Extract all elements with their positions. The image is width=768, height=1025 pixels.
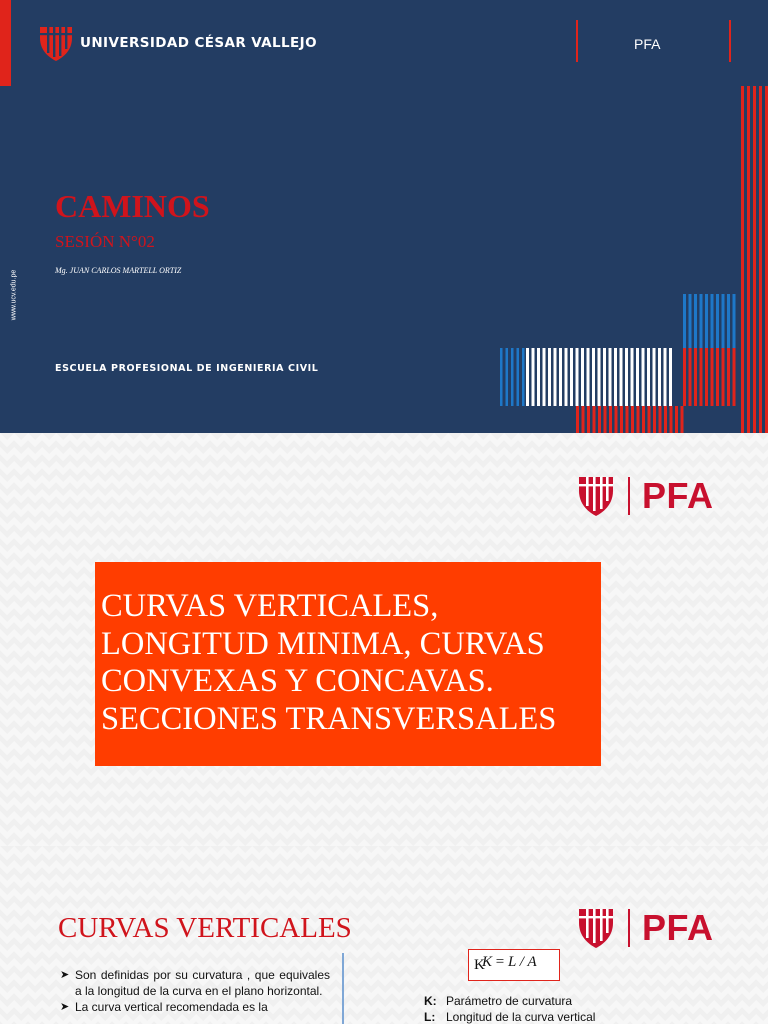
topic-line: CURVAS VERTICALES,: [101, 588, 439, 624]
stripe: [517, 348, 520, 406]
stripe: [620, 406, 623, 433]
section-title: CURVAS VERTICALES: [58, 912, 352, 944]
stripe: [511, 348, 514, 406]
stripe: [593, 406, 596, 433]
stripe: [620, 348, 623, 406]
stripe: [727, 348, 730, 406]
stripe: [733, 294, 736, 348]
stripe: [741, 86, 744, 433]
pfa-logo-text: PFA: [642, 907, 714, 948]
definitions-list: [424, 993, 595, 1025]
course-title: CAMINOS: [55, 188, 210, 224]
column-divider: [342, 953, 344, 1024]
stripe: [716, 294, 719, 348]
stripe: [598, 348, 601, 406]
stripe: [722, 348, 725, 406]
stripe: [747, 86, 750, 433]
header-tag: PFA: [634, 36, 661, 52]
formula-box: [468, 949, 560, 981]
stripe: [559, 348, 562, 406]
stripe: [576, 348, 579, 406]
stripe: [733, 348, 736, 406]
stripe: [614, 348, 617, 406]
session-label: SESIÓN N°02: [55, 232, 155, 251]
stripe: [592, 348, 595, 406]
stripe: [522, 348, 525, 406]
stripe: [689, 348, 692, 406]
stripe: [711, 294, 714, 348]
pfa-logo-text: PFA: [642, 475, 714, 516]
stripe: [537, 348, 540, 406]
stripe: [664, 406, 667, 433]
stripe: [554, 348, 557, 406]
topic-line: SECCIONES TRANSVERSALES: [101, 700, 557, 737]
stripe: [506, 348, 509, 406]
stripe: [609, 348, 612, 406]
arrow-bullet-icon: ➤: [60, 1001, 70, 1013]
stripe: [576, 406, 579, 433]
school-name: ESCUELA PROFESIONAL DE INGENIERIA CIVIL: [55, 363, 319, 374]
stripe: [700, 348, 703, 406]
ucv-shield-icon: [578, 475, 614, 517]
stripe: [647, 348, 650, 406]
stripe: [653, 406, 656, 433]
topic-line: CONVEXAS Y CONCAVAS.: [101, 663, 494, 699]
stripe: [642, 406, 645, 433]
arrow-bullet-icon: ➤: [60, 969, 70, 981]
stripe: [705, 348, 708, 406]
stripe: [700, 294, 703, 348]
stripe: [727, 294, 730, 348]
stripe: [532, 348, 535, 406]
stripe: [669, 348, 672, 406]
topic-line: LONGITUD MINIMA, CURVAS: [101, 625, 545, 662]
stripe: [603, 348, 606, 406]
list-item: ➤ La curva vertical recomendada es la: [60, 1000, 268, 1014]
stripe: [694, 348, 697, 406]
definition-row: K: Parámetro de curvatura: [424, 994, 573, 1008]
stripe: [705, 294, 708, 348]
stripe: [658, 348, 661, 406]
stripe: [631, 406, 634, 433]
pfa-logo: [578, 907, 718, 953]
stripe: [711, 348, 714, 406]
stripe: [615, 406, 618, 433]
stripe: [694, 294, 697, 348]
definition-row: L: Longitud de la curva vertical: [424, 1010, 596, 1024]
stripe: [609, 406, 612, 433]
stripe: [581, 348, 584, 406]
stripe: [587, 348, 590, 406]
stripe: [548, 348, 551, 406]
stripe: [582, 406, 585, 433]
pfa-logo: [578, 475, 718, 521]
stripe: [659, 406, 662, 433]
list-item: ➤ Son definidas por su curvatura , que equivales a la longitud de la curva en el plano horizontal.: [60, 968, 330, 998]
stripe: [648, 406, 651, 433]
logo-divider: [628, 909, 630, 947]
curvature-formula: K = L / A: [482, 954, 537, 970]
stripe: [683, 348, 686, 406]
stripe: [637, 406, 640, 433]
stripe: [759, 86, 762, 433]
author-name: Mg. JUAN CARLOS MARTELL ORTIZ: [55, 266, 182, 275]
stripe: [683, 294, 686, 348]
stripe: [626, 406, 629, 433]
university-name: UNIVERSIDAD CÉSAR VALLEJO: [80, 35, 317, 51]
stripe: [653, 348, 656, 406]
stripe: [753, 86, 756, 433]
ucv-shield-icon: [578, 907, 614, 949]
stripe: [631, 348, 634, 406]
stripe: [604, 406, 607, 433]
stripe: [670, 406, 673, 433]
title-slide: [0, 0, 768, 433]
topic-box: [95, 562, 601, 766]
stripe: [642, 348, 645, 406]
stripe: [587, 406, 590, 433]
stripe: [526, 348, 529, 406]
stripe: [689, 294, 692, 348]
stripe: [675, 406, 678, 433]
stripe: [500, 348, 503, 406]
bullet-list: [60, 967, 330, 1015]
stripe: [716, 348, 719, 406]
formula-cursor-k: K: [474, 957, 485, 973]
stripe: [636, 348, 639, 406]
stripe: [565, 348, 568, 406]
stripe: [664, 348, 667, 406]
stripe: [625, 348, 628, 406]
stripe: [598, 406, 601, 433]
stripe: [570, 348, 573, 406]
logo-divider: [628, 477, 630, 515]
stripe: [543, 348, 546, 406]
stripe: [722, 294, 725, 348]
stripe: [681, 406, 684, 433]
website-vertical-text: www.ucv.edu.pe: [10, 269, 18, 321]
striped-decoration: [0, 0, 768, 433]
